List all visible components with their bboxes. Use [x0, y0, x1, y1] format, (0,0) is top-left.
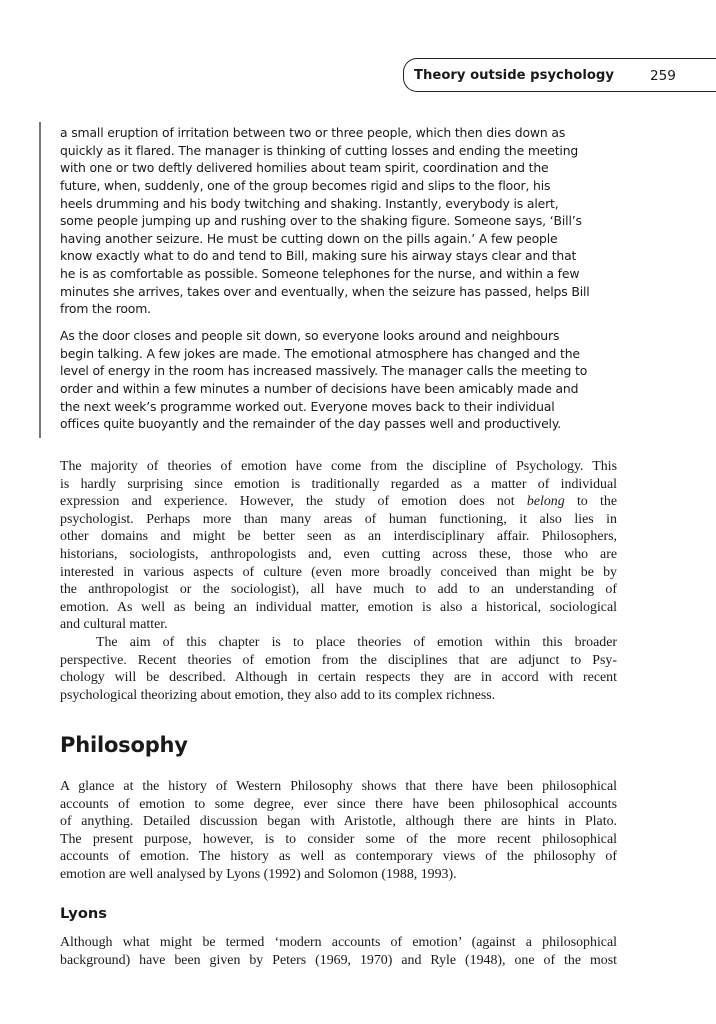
case-study-paragraph-2: [60, 327, 620, 433]
text-line: with one or two deftly delivered homilies about team spirit, coordination and the: [60, 160, 549, 176]
text-line: background) have been given by Peters (1969, 1970) and Ryle (1948), one of the most: [60, 952, 617, 968]
text-line: psychologist. Perhaps more than many areas of human functioning, it also lies in: [60, 511, 617, 527]
text-line: The aim of this chapter is to place theories of emotion within this broader: [96, 634, 617, 650]
paragraph: [60, 778, 617, 884]
text-line: a small eruption of irritation between two or three people, which then dies down as: [60, 125, 566, 140]
text-line: having another seizure. He must be cutting down on the pills again.’ A few people: [60, 230, 558, 246]
body-paragraph-2: [60, 634, 617, 704]
text-line: the anthropologist or the sociologist), all have much to add to an understanding of: [60, 582, 617, 598]
text-segment: expression and experience. However, the study of emotion does not: [60, 494, 515, 510]
text-line-with-emphasis: [60, 493, 617, 511]
text-line: psychological theorizing about emotion, they also add to its complex richness.: [60, 687, 496, 703]
text-line: from the room.: [60, 301, 151, 317]
body-text: [60, 458, 617, 704]
text-line: is hardly surprising since emotion is traditionally regarded as a matter of individual: [60, 476, 617, 492]
case-study-paragraph-1: [60, 124, 620, 318]
text-line: accounts of emotion. The history as well as contemporary views of the philosophy of: [60, 849, 617, 865]
text-line: the next week’s programme worked out. Everyone moves back to their individual: [60, 398, 555, 414]
lyons-paragraph: [60, 934, 617, 969]
text-line: and cultural matter.: [60, 617, 168, 633]
text-line: heels drumming and his body twitching and shaking. Instantly, everybody is alert,: [60, 195, 559, 211]
running-title: Theory outside psychology: [414, 68, 614, 83]
text-line: minutes she arrives, takes over and eventually, when the seizure has passed, helps Bill: [60, 283, 590, 299]
page-number: 259: [650, 68, 676, 84]
text-line: The present purpose, however, is to consider some of the more recent philosophical: [60, 831, 617, 847]
text-line: some people jumping up and rushing over to the shaking figure. Someone says, ‘Bill’s: [60, 213, 582, 229]
text-line: historians, sociologists, anthropologists and, even cutting across these, those who are: [60, 546, 617, 562]
text-segment: to the: [576, 494, 617, 510]
text-line: offices quite buoyantly and the remainder of the day passes well and productively.: [60, 416, 562, 432]
text-line: level of energy in the room has increased massively. The manager calls the meeting to: [60, 363, 588, 379]
text-line: begin talking. A few jokes are made. The emotional atmosphere has changed and the: [60, 345, 580, 361]
text-line: The majority of theories of emotion have come from the discipline of Psychology. This: [60, 459, 617, 474]
text-line: interested in various aspects of culture (even more broadly conceived than might be by: [60, 564, 617, 580]
text-line: chology will be described. Although in certain respects they are in accord with recent: [60, 670, 617, 686]
paragraph: [60, 934, 617, 969]
text-line: perspective. Recent theories of emotion from the disciplines that are adjunct to Psy-: [60, 652, 617, 668]
text-line: future, when, suddenly, one of the group becomes rigid and slips to the floor, his: [60, 177, 551, 193]
text-line: know exactly what to do and tend to Bill, making sure his airway stays clear and that: [60, 248, 577, 264]
case-study-margin-bar: [39, 122, 41, 438]
philosophy-paragraph: [60, 778, 617, 884]
text-line: quickly as it flared. The manager is thinking of cutting losses and ending the meeting: [60, 142, 579, 158]
text-line: other domains and might be better seen as an interdisciplinary affair. Philosophers,: [60, 529, 617, 545]
text-line: accounts of emotion to some degree, ever since there have been philosophical accounts: [60, 796, 617, 812]
emphasis-word: belong: [526, 494, 565, 510]
subsection-heading-lyons: Lyons: [60, 905, 107, 922]
text-line: As the door closes and people sit down, so everyone looks around and neighbours: [60, 328, 560, 344]
text-line: he is as comfortable as possible. Someone telephones for the nurse, and within a few: [60, 266, 580, 282]
case-study-box: [60, 124, 620, 433]
text-line: emotion are well analysed by Lyons (1992) and Solomon (1988, 1993).: [60, 866, 457, 882]
text-line: order and within a few minutes a number of decisions have been amicably made and: [60, 380, 579, 396]
body-paragraph-1: [60, 458, 617, 634]
text-line: emotion. As well as being an individual matter, emotion is also a historical, sociological: [60, 599, 617, 615]
text-line: A glance at the history of Western Philosophy shows that there have been philosophical: [60, 779, 617, 794]
section-heading-philosophy: Philosophy: [60, 733, 188, 757]
text-line: of anything. Detailed discussion began with Aristotle, although there are hints in Plato.: [60, 814, 617, 830]
running-head: [414, 66, 714, 86]
text-line: Although what might be termed ‘modern accounts of emotion’ (against a philosophical: [60, 935, 617, 950]
